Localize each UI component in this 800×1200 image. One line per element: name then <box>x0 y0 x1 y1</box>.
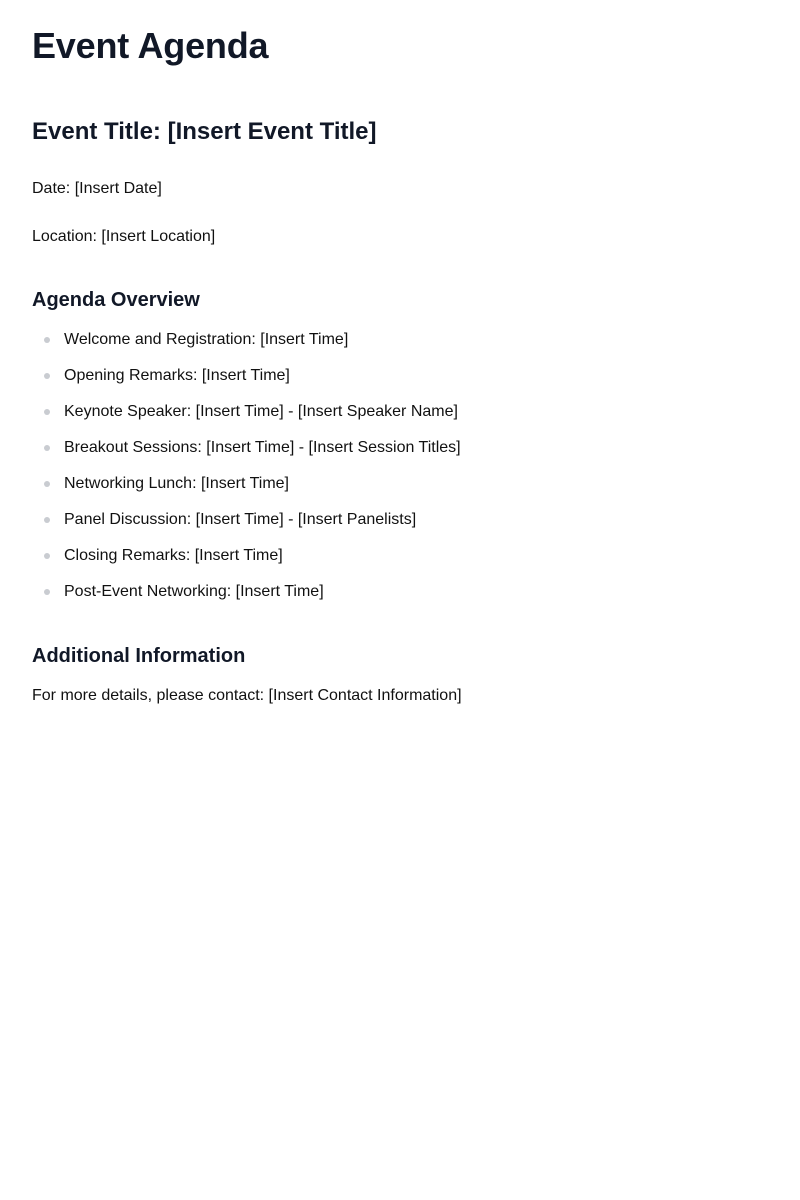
additional-information-heading: Additional Information <box>32 645 246 667</box>
bullet-icon <box>44 337 50 343</box>
bullet-icon <box>44 589 50 595</box>
page-title: Event Agenda <box>32 25 269 66</box>
agenda-item-text: Closing Remarks: [Insert Time] <box>64 547 283 564</box>
bullet-icon <box>44 445 50 451</box>
agenda-item-text: Welcome and Registration: [Insert Time] <box>64 331 349 348</box>
agenda-item <box>32 508 768 532</box>
agenda-overview-heading: Agenda Overview <box>32 289 200 311</box>
agenda-item <box>32 472 768 496</box>
agenda-item <box>32 328 768 352</box>
agenda-item-text: Opening Remarks: [Insert Time] <box>64 367 290 384</box>
agenda-item <box>32 580 768 604</box>
agenda-item-text: Breakout Sessions: [Insert Time] - [Insert Session Titles] <box>64 439 461 456</box>
agenda-item <box>32 364 768 388</box>
agenda-item-text: Post-Event Networking: [Insert Time] <box>64 583 324 600</box>
contact-info-text: For more details, please contact: [Insert Contact Information] <box>32 687 462 704</box>
agenda-item-text: Networking Lunch: [Insert Time] <box>64 475 289 492</box>
event-title: Event Title: [Insert Event Title] <box>32 118 377 145</box>
agenda-item <box>32 436 768 460</box>
agenda-item-text: Keynote Speaker: [Insert Time] - [Insert Speaker Name] <box>64 403 458 420</box>
agenda-item <box>32 400 768 424</box>
bullet-icon <box>44 517 50 523</box>
bullet-icon <box>44 481 50 487</box>
event-date: Date: [Insert Date] <box>32 180 162 197</box>
agenda-item-text: Panel Discussion: [Insert Time] - [Insert Panelists] <box>64 511 417 528</box>
bullet-icon <box>44 373 50 379</box>
event-location: Location: [Insert Location] <box>32 228 216 245</box>
agenda-list <box>32 328 768 604</box>
bullet-icon <box>44 409 50 415</box>
agenda-item <box>32 544 768 568</box>
bullet-icon <box>44 553 50 559</box>
